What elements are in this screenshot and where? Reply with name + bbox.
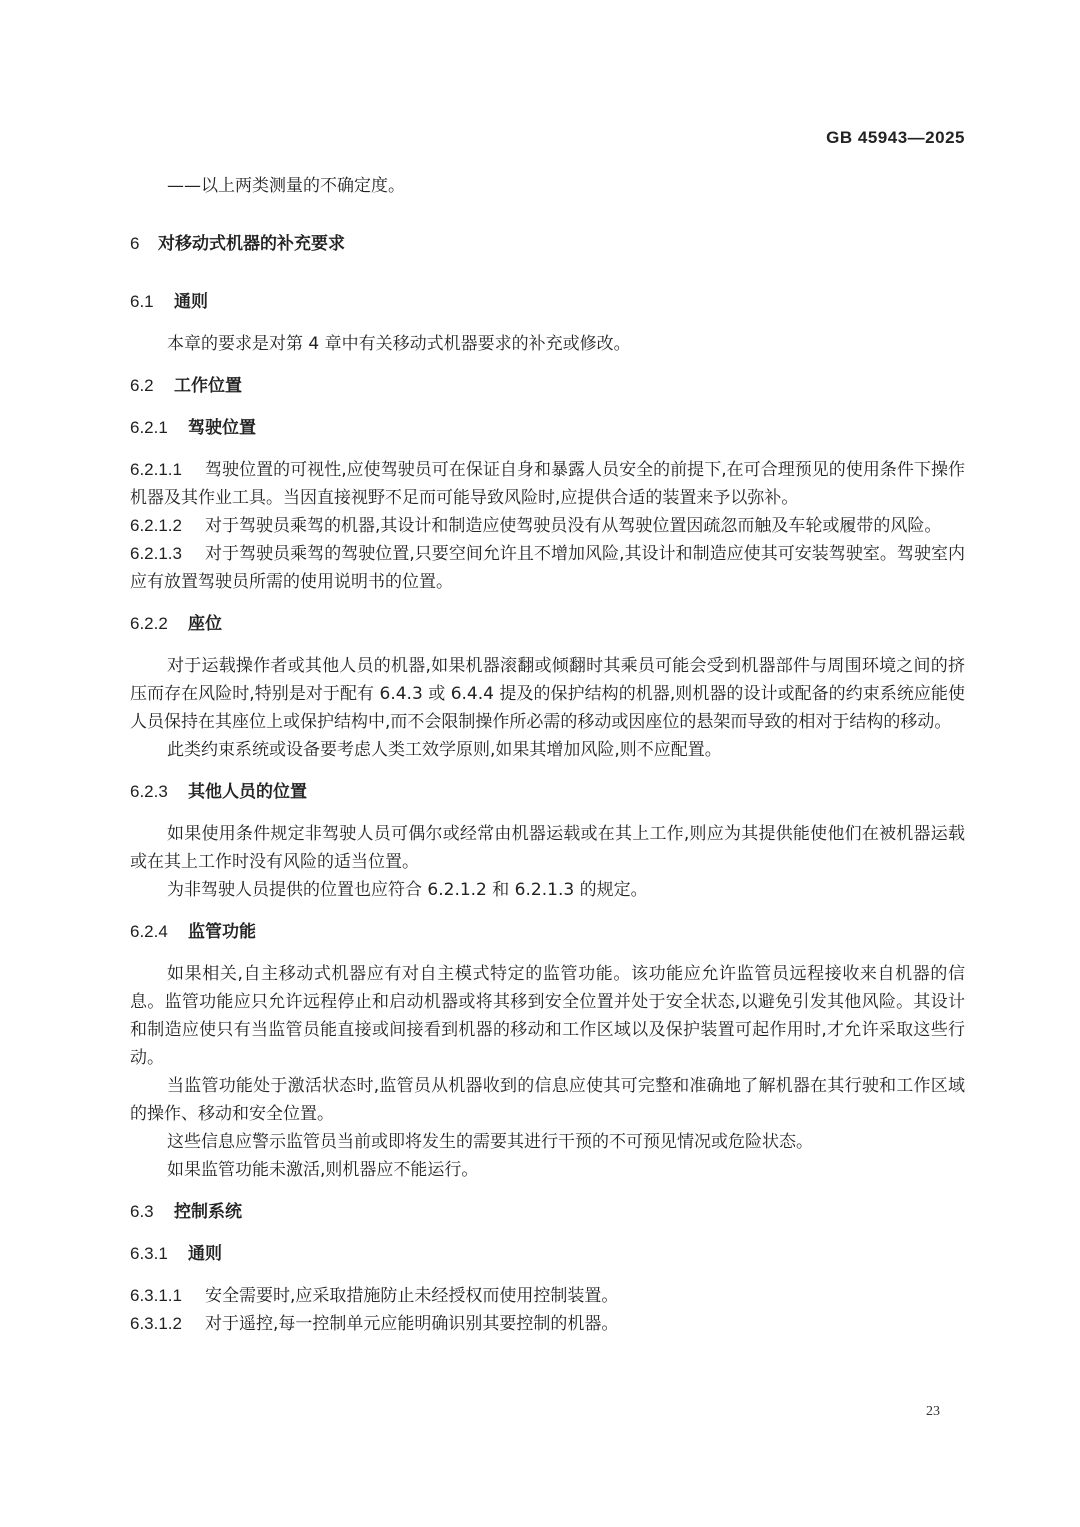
clause-text: 安全需要时,应采取措施防止未经授权而使用控制装置。	[205, 1286, 619, 1306]
heading-number: 6.3.1	[130, 1244, 168, 1263]
paragraph: 此类约束系统或设备要考虑人类工效学原则,如果其增加风险,则不应配置。	[167, 740, 722, 760]
paragraph: 这些信息应警示监管员当前或即将发生的需要其进行干预的不可预见情况或危险状态。	[167, 1132, 813, 1152]
standard-code: GB 45943—2025	[826, 128, 965, 147]
clause-6-3-1-2	[130, 1310, 965, 1338]
heading-number: 6.1	[130, 292, 154, 311]
page-body	[130, 172, 965, 1338]
paragraph: 如果监管功能未激活,则机器应不能运行。	[167, 1160, 479, 1180]
clause-6-2-1-3	[130, 540, 965, 596]
heading-6-1	[130, 288, 965, 316]
heading-6-2-1	[130, 414, 965, 442]
heading-number: 6.2.4	[130, 922, 168, 941]
heading-title: 其他人员的位置	[188, 782, 307, 802]
clause-6-2-1-1	[130, 456, 965, 512]
heading-title: 对移动式机器的补充要求	[158, 234, 345, 254]
clause-number: 6.2.1.2	[130, 516, 182, 535]
paragraph: 对于运载操作者或其他人员的机器,如果机器滚翻或倾翻时其乘员可能会受到机器部件与周围环境之间的挤压而存在风险时,特别是对于配有 6.4.3 或 6.4.4 提及的保护结构的机器,则机器的设计或配备的约束系统应能使人员保持在其座位上或保护结构中,而不会限制操作所必需的移动或因座位的悬架而导致的相对于结构的移动。	[130, 656, 965, 732]
paragraph: 如果使用条件规定非驾驶人员可偶尔或经常由机器运载或在其上工作,则应为其提供能使他们在被机器运载或在其上工作时没有风险的适当位置。	[130, 824, 965, 872]
clause-number: 6.3.1.2	[130, 1314, 182, 1333]
clause-number: 6.2.1.3	[130, 544, 182, 563]
heading-title: 监管功能	[188, 922, 256, 942]
clause-number: 6.2.1.1	[130, 460, 182, 479]
paragraph: 本章的要求是对第 4 章中有关移动式机器要求的补充或修改。	[167, 334, 631, 354]
clause-text: 对于遥控,每一控制单元应能明确识别其要控制的机器。	[205, 1314, 619, 1334]
heading-number: 6.3	[130, 1202, 154, 1221]
heading-title: 工作位置	[174, 376, 242, 396]
heading-6-2	[130, 372, 965, 400]
clause-6-2-1-2	[130, 512, 965, 540]
dash-list-item: ——以上两类测量的不确定度。	[167, 176, 405, 196]
page-number: 23	[926, 1404, 940, 1419]
heading-6-3	[130, 1198, 965, 1226]
heading-6-2-3	[130, 778, 965, 806]
heading-number: 6.2.3	[130, 782, 168, 801]
heading-6-3-1	[130, 1240, 965, 1268]
clause-number: 6.3.1.1	[130, 1286, 182, 1305]
heading-number: 6.2.2	[130, 614, 168, 633]
heading-title: 座位	[188, 614, 222, 634]
heading-number: 6.2	[130, 376, 154, 395]
paragraph: 如果相关,自主移动式机器应有对自主模式特定的监管功能。该功能应允许监管员远程接收来自机器的信息。监管功能应只允许远程停止和启动机器或将其移到安全位置并处于安全状态,以避免引发其他风险。其设计和制造应使只有当监管员能直接或间接看到机器的移动和工作区域以及保护装置可起作用时,才允许采取这些行动。	[130, 964, 965, 1068]
paragraph: 当监管功能处于激活状态时,监管员从机器收到的信息应使其可完整和准确地了解机器在其行驶和工作区域的操作、移动和安全位置。	[130, 1076, 965, 1124]
heading-title: 驾驶位置	[188, 418, 256, 438]
heading-6-2-2	[130, 610, 965, 638]
clause-6-3-1-1	[130, 1282, 965, 1310]
heading-number: 6	[130, 234, 140, 253]
heading-title: 通则	[188, 1244, 222, 1264]
heading-title: 控制系统	[174, 1202, 242, 1222]
heading-6	[130, 230, 965, 258]
heading-title: 通则	[174, 292, 208, 312]
paragraph: 为非驾驶人员提供的位置也应符合 6.2.1.2 和 6.2.1.3 的规定。	[167, 880, 648, 900]
heading-number: 6.2.1	[130, 418, 168, 437]
heading-6-2-4	[130, 918, 965, 946]
clause-text: 对于驾驶员乘驾的机器,其设计和制造应使驾驶员没有从驾驶位置因疏忽而触及车轮或履带的风险。	[205, 516, 942, 536]
clause-text: 驾驶位置的可视性,应使驾驶员可在保证自身和暴露人员安全的前提下,在可合理预见的使用条件下操作机器及其作业工具。当因直接视野不足而可能导致风险时,应提供合适的装置来予以弥补。	[130, 460, 965, 508]
clause-text: 对于驾驶员乘驾的驾驶位置,只要空间允许且不增加风险,其设计和制造应使其可安装驾驶室。驾驶室内应有放置驾驶员所需的使用说明书的位置。	[130, 544, 965, 592]
